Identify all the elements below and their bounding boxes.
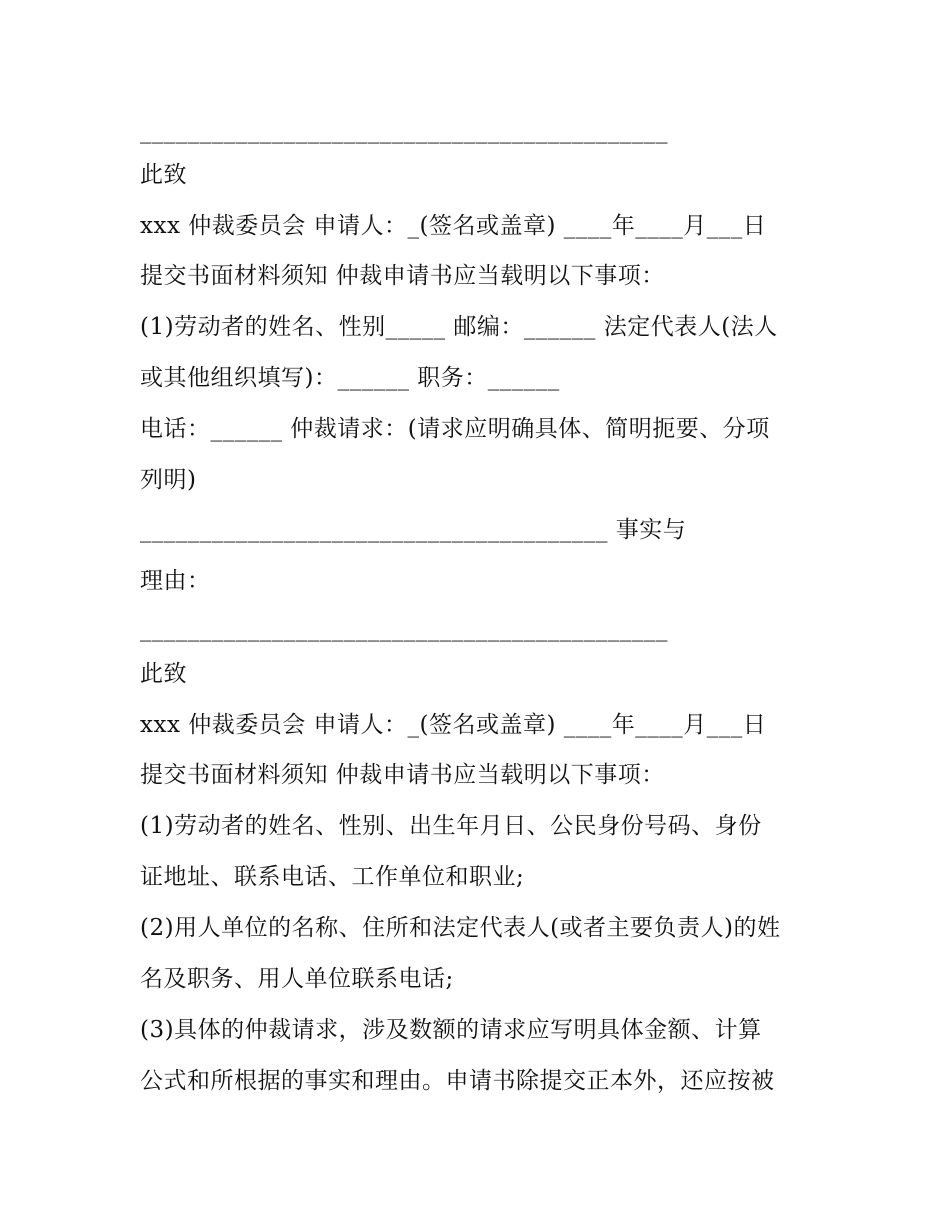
paragraph-text: (3)具体的仲裁请求，涉及数额的请求应写明具体金额、计算 — [140, 1017, 762, 1043]
paragraph-text: 名及职务、用人单位联系电话; — [140, 966, 454, 992]
blank-underline: ____________________________________________ — [140, 118, 668, 144]
signature-line: xxx 仲裁委员会 申请人：_(签名或盖章) ____年____月___日 — [140, 712, 767, 738]
paragraph-text: 证地址、联系电话、工作单位和职业; — [140, 864, 525, 890]
facts-underline-line: _______________________________________ 事实与 — [140, 517, 687, 543]
salutation-text: 此致 — [140, 661, 187, 687]
notice-heading: 提交书面材料须知 仲裁申请书应当载明以下事项： — [140, 762, 665, 788]
notice-heading: 提交书面材料须知 仲裁申请书应当载明以下事项： — [140, 263, 665, 289]
blank-underline: ____________________________________________ — [140, 616, 668, 642]
signature-line: xxx 仲裁委员会 申请人：_(签名或盖章) ____年____月___日 — [140, 213, 767, 239]
paragraph-text: 电话：______ 仲裁请求：(请求应明确具体、简明扼要、分项 — [140, 416, 770, 442]
paragraph-text: (1)劳动者的姓名、性别、出生年月日、公民身份号码、身份 — [140, 813, 762, 839]
reasons-label: 理由： — [140, 568, 211, 594]
paragraph-text: (2)用人单位的名称、住所和法定代表人(或者主要负责人)的姓 — [140, 915, 781, 941]
paragraph-text: 公式和所根据的事实和理由。申请书除提交正本外，还应按被 — [140, 1068, 775, 1094]
salutation-text: 此致 — [140, 162, 187, 188]
paragraph-text: 或其他组织填写)：______ 职务：______ — [140, 365, 560, 391]
paragraph-text: (1)劳动者的姓名、性别_____ 邮编：______ 法定代表人(法人 — [140, 314, 778, 340]
paragraph-text: 列明) — [140, 467, 197, 493]
